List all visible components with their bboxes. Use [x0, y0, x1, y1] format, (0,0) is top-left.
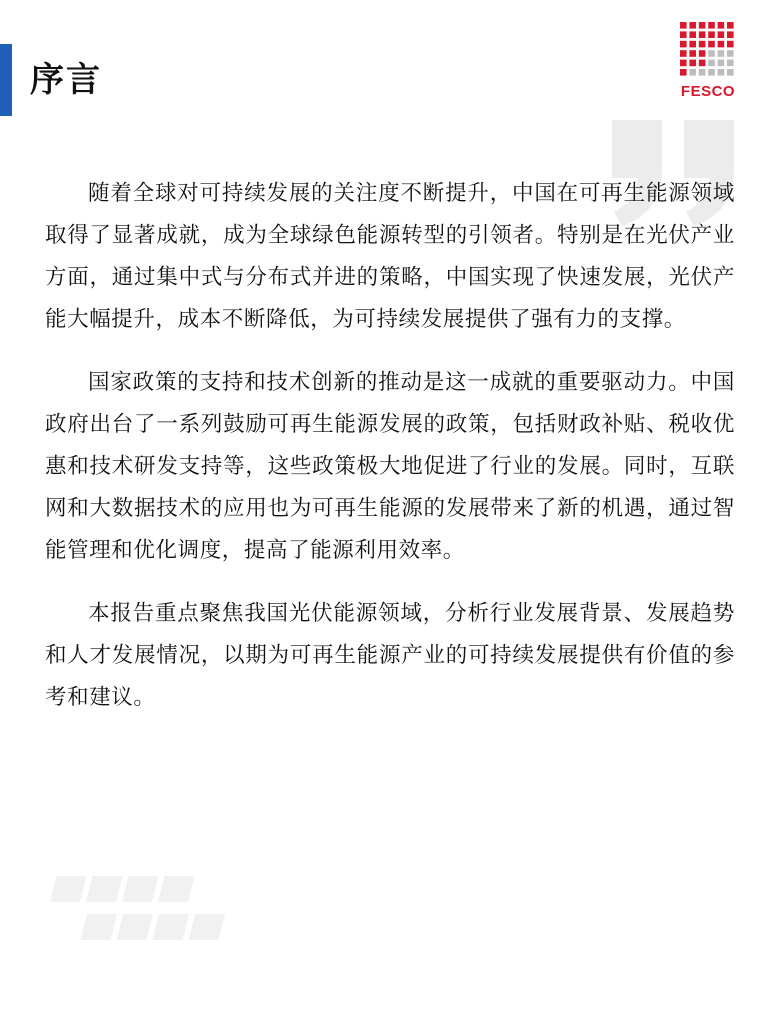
logo-grid-square	[718, 50, 725, 57]
logo-grid-square	[680, 69, 687, 76]
paragraph-1: 随着全球对可持续发展的关注度不断提升，中国在可再生能源领域取得了显著成就，成为全球绿色能源转型的引领者。特别是在光伏产业方面，通过集中式与分布式并进的策略，中国实现了快速发展，光伏产能大幅提升，成本不断降低，为可持续发展提供了强有力的支撑。	[45, 181, 735, 332]
logo-grid-square	[689, 69, 696, 76]
fesco-logo	[672, 18, 744, 102]
logo-grid-square	[708, 50, 715, 57]
logo-grid-square	[718, 60, 725, 67]
logo-grid-square	[689, 41, 696, 48]
logo-grid-square	[727, 69, 734, 76]
logo-grid-square	[727, 41, 734, 48]
logo-grid-square	[708, 41, 715, 48]
logo-grid-square	[680, 31, 687, 38]
logo-grid-square	[708, 69, 715, 76]
logo-grid-square	[680, 22, 687, 29]
logo-grid-square	[718, 69, 725, 76]
logo-grid-square	[708, 60, 715, 67]
logo-grid-square	[689, 50, 696, 57]
logo-grid-square	[680, 41, 687, 48]
watermark-graphic	[36, 870, 276, 950]
logo-grid-square	[689, 60, 696, 67]
paragraph-3: 本报告重点聚焦我国光伏能源领域，分析行业发展背景、发展趋势和人才发展情况，以期为可再生能源产业的可持续发展提供有价值的参考和建议。	[45, 601, 735, 710]
logo-grid-square	[708, 22, 715, 29]
logo-grid-square	[699, 60, 706, 67]
logo-grid-square	[718, 41, 725, 48]
logo-grid-square	[727, 50, 734, 57]
logo-grid-square	[727, 60, 734, 67]
logo-grid-square	[689, 22, 696, 29]
logo-grid-square	[699, 31, 706, 38]
logo-grid-square	[699, 50, 706, 57]
logo-grid-square	[718, 22, 725, 29]
logo-grid-square	[680, 50, 687, 57]
logo-grid-square	[699, 69, 706, 76]
logo-grid-square	[708, 31, 715, 38]
page-title: 序言	[30, 60, 102, 100]
logo-grid-square	[699, 22, 706, 29]
logo-grid-square	[699, 41, 706, 48]
title-accent-bar	[0, 44, 12, 116]
logo-grid-square	[680, 60, 687, 67]
logo-grid-square	[718, 31, 725, 38]
logo-grid-square	[727, 31, 734, 38]
paragraph-2: 国家政策的支持和技术创新的推动是这一成就的重要驱动力。中国政府出台了一系列鼓励可再生能源发展的政策，包括财政补贴、税收优惠和技术研发支持等，这些政策极大地促进了行业的发展。同时，互联网和大数据技术的应用也为可再生能源的发展带来了新的机遇，通过智能管理和优化调度，提高了能源利用效率。	[45, 370, 735, 563]
fesco-grid-logo-icon	[680, 22, 736, 78]
logo-grid-square	[689, 31, 696, 38]
preface-body	[45, 173, 735, 740]
logo-grid-square	[727, 22, 734, 29]
logo-text: FESCO	[680, 83, 736, 100]
